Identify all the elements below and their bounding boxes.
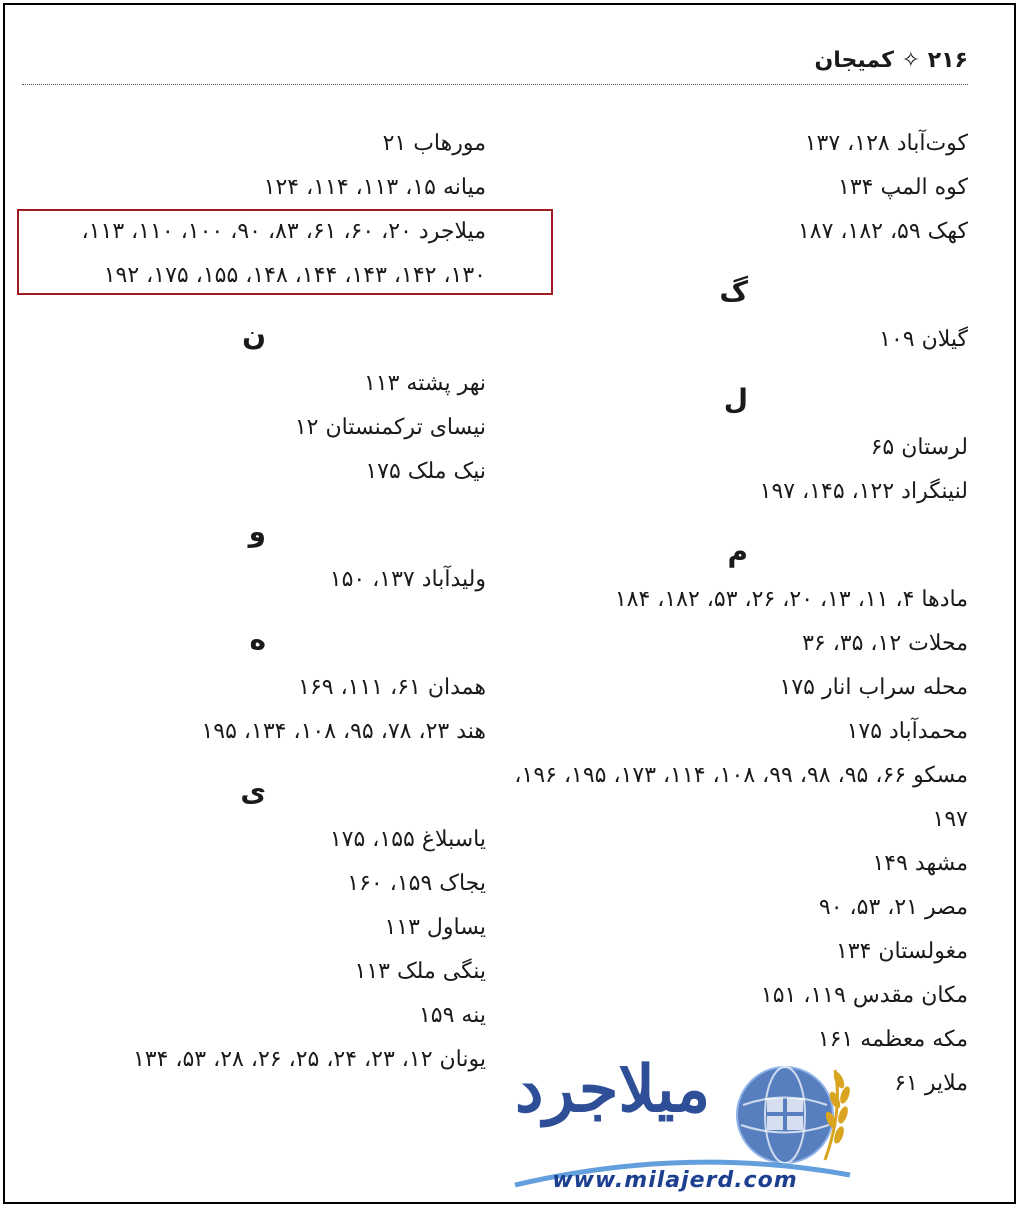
index-entry: همدان ۶۱، ۱۱۱، ۱۶۹ [298, 675, 486, 700]
index-entry: لنینگراد ۱۲۲، ۱۴۵، ۱۹۷ [759, 479, 968, 504]
index-entry: یونان ۱۲، ۲۳، ۲۴، ۲۵، ۲۶، ۲۸، ۵۳، ۱۳۴ [132, 1047, 486, 1072]
section-letter: ه [249, 623, 266, 656]
section-letter: ن [242, 319, 266, 352]
index-entry: کوت‌آباد ۱۲۸، ۱۳۷ [804, 131, 968, 156]
index-entry: مشهد ۱۴۹ [872, 851, 968, 876]
index-entry: میانه ۱۵، ۱۱۳، ۱۱۴، ۱۲۴ [263, 175, 486, 200]
index-entry: ینگی ملک ۱۱۳ [354, 959, 486, 984]
section-letter: م [727, 535, 748, 568]
page-header [815, 48, 969, 73]
index-entry: گیلان ۱۰۹ [879, 327, 968, 352]
index-entry-continuation: ۱۹۷ [932, 807, 968, 832]
index-entry: لرستان ۶۵ [870, 435, 968, 460]
index-entry: یساول ۱۱۳ [384, 915, 486, 940]
section-letter: ل [723, 383, 748, 416]
watermark-name: میلاجرد [515, 1052, 711, 1127]
section-letter: و [248, 515, 266, 548]
index-entry: نیسای ترکمنستان ۱۲ [294, 415, 486, 440]
highlight-box [17, 209, 553, 295]
index-entry: نیک ملک ۱۷۵ [365, 459, 486, 484]
index-entry: هند ۲۳، ۷۸، ۹۵، ۱۰۸، ۱۳۴، ۱۹۵ [201, 719, 486, 744]
index-entry-continuation: ۱۳۰، ۱۴۲، ۱۴۳، ۱۴۴، ۱۴۸، ۱۵۵، ۱۷۵، ۱۹۲ [103, 263, 486, 288]
index-entry: مکان مقدس ۱۱۹، ۱۵۱ [760, 983, 968, 1008]
index-entry: ولیدآباد ۱۳۷، ۱۵۰ [329, 567, 486, 592]
index-entry: مکه معظمه ۱۶۱ [817, 1027, 968, 1052]
index-entry: مصر ۲۱، ۵۳، ۹۰ [818, 895, 968, 920]
header-rule [22, 84, 968, 85]
header-title: کمیجان [814, 48, 894, 73]
index-entry: نهر پشته ۱۱۳ [363, 371, 486, 396]
index-entry: ملایر ۶۱ [894, 1071, 968, 1096]
index-entry: محله سراب انار ۱۷۵ [779, 675, 968, 700]
index-entry: ینه ۱۵۹ [418, 1003, 486, 1028]
index-entry: کوه المپ ۱۳۴ [838, 175, 968, 200]
index-entry: محمدآباد ۱۷۵ [846, 719, 968, 744]
index-entry: کهک ۵۹، ۱۸۲، ۱۸۷ [797, 219, 968, 244]
index-entry: مورهاب ۲۱ [382, 131, 486, 156]
index-entry: یاسبلاغ ۱۵۵، ۱۷۵ [329, 827, 486, 852]
index-entry: مادها ۴، ۱۱، ۱۳، ۲۰، ۲۶، ۵۳، ۱۸۲، ۱۸۴ [614, 587, 968, 612]
section-letter: گ [719, 275, 748, 308]
section-letter: ی [240, 775, 266, 808]
wheat-icon [824, 1070, 852, 1160]
index-entry: یجاک ۱۵۹، ۱۶۰ [347, 871, 486, 896]
page-number: ۲۱۶ [927, 48, 968, 73]
index-entry: مسکو ۶۶، ۹۵، ۹۸، ۹۹، ۱۰۸، ۱۱۴، ۱۷۳، ۱۹۵، ۱۹۶، [514, 763, 968, 788]
index-entry: محلات ۱۲، ۳۵، ۳۶ [802, 631, 968, 656]
watermark-url: www.milajerd.com [552, 1168, 798, 1193]
globe-icon [737, 1067, 833, 1163]
index-column-right [508, 122, 968, 1106]
index-entry: میلاجرد ۲۰، ۶۰، ۶۱، ۸۳، ۹۰، ۱۰۰، ۱۱۰، ۱۱۳، [81, 219, 486, 244]
index-entry: مغولستان ۱۳۴ [835, 939, 968, 964]
header-separator: ✧ [901, 48, 921, 73]
